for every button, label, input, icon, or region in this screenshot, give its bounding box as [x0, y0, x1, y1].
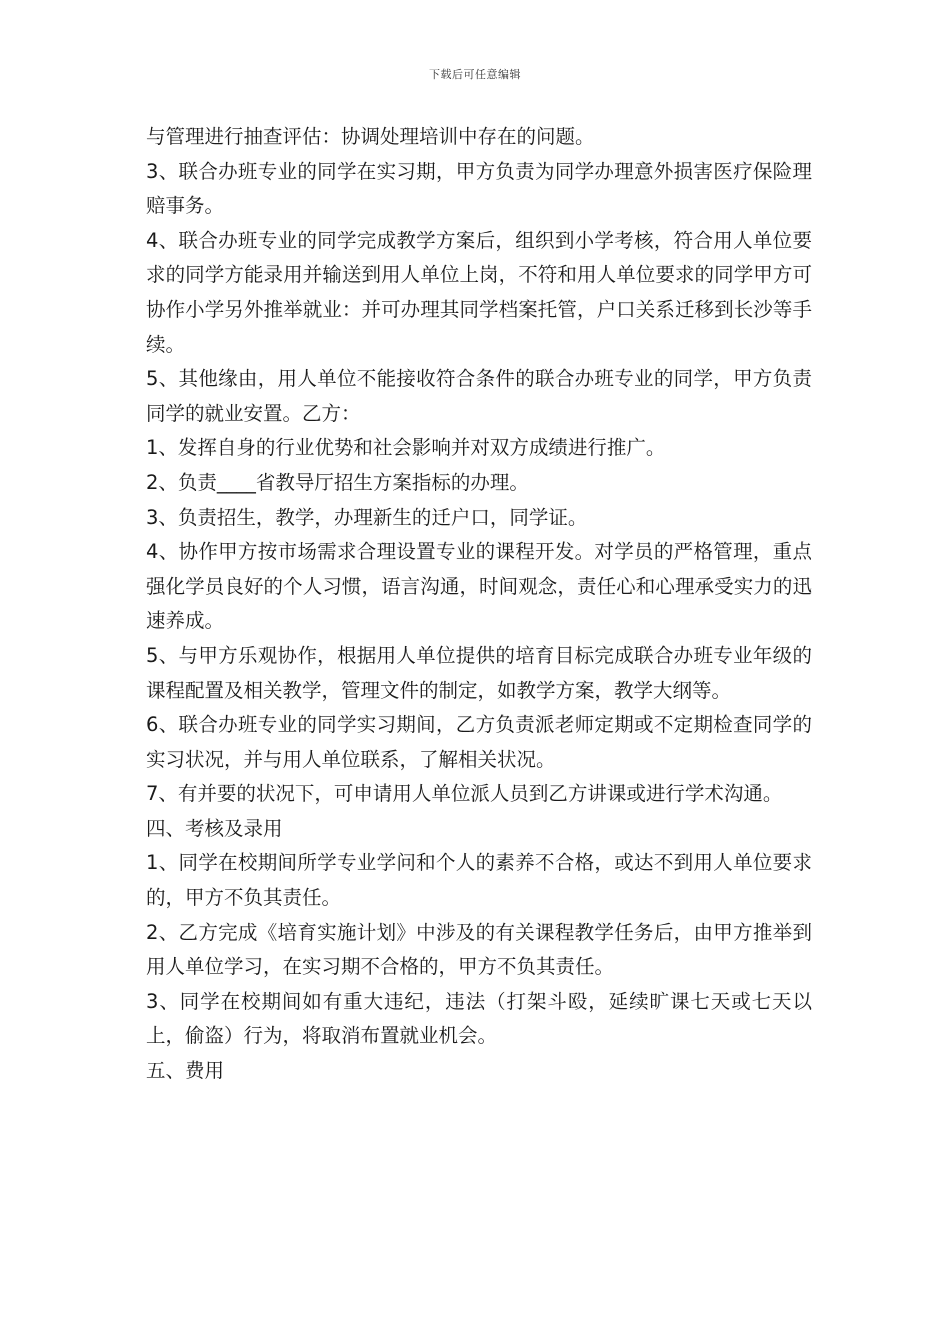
paragraph: 1、同学在校期间所学专业学问和个人的素养不合格，或达不到用人单位要求的，甲方不负其责任。 [146, 851, 812, 910]
paragraph: 3、同学在校期间如有重大违纪，违法（打架斗殴，延续旷课七天或七天以上，偷盗）行为，将取消布置就业机会。 [146, 989, 812, 1048]
paragraph: 2、乙方完成《培育实施计划》中涉及的有关课程教学任务后，由甲方推举到用人单位学习，在实习期不合格的，甲方不负其责任。 [146, 920, 812, 979]
page-header: 下载后可任意编辑 [429, 68, 521, 81]
paragraph: 3、负责招生，教学，办理新生的迁户口，同学证。 [146, 505, 588, 529]
paragraph: 4、联合办班专业的同学完成教学方案后，组织到小学考核，符合用人单位要求的同学方能录用并输送到用人单位上岗，不符和用人单位要求的同学甲方可协作小学另外推举就业：并可办理其同学档案托管，户口关系迁移到长沙等手续。 [146, 228, 812, 356]
section-heading: 四、考核及录用 [146, 816, 283, 840]
paragraph: 5、其他缘由，用人单位不能接收符合条件的联合办班专业的同学，甲方负责同学的就业安置。乙方： [146, 367, 812, 425]
paragraph: 2、负责____省教导厅招生方案指标的办理。 [146, 470, 529, 494]
paragraph: 3、联合办班专业的同学在实习期，甲方负责为同学办理意外损害医疗保险理赔事务。 [146, 159, 812, 218]
paragraph: 6、联合办班专业的同学实习期间，乙方负责派老师定期或不定期检查同学的实习状况，并与用人单位联系，了解相关状况。 [146, 713, 812, 771]
paragraph: 1、发挥自身的行业优势和社会影响并对双方成绩进行推广。 [146, 436, 666, 460]
paragraph: 7、有并要的状况下，可申请用人单位派人员到乙方讲课或进行学术沟通。 [146, 782, 783, 806]
paragraph: 与管理进行抽查评估：协调处理培训中存在的问题。 [146, 125, 595, 148]
paragraph: 5、与甲方乐观协作，根据用人单位提供的培育目标完成联合办班专业年级的课程配置及相关教学，管理文件的制定，如教学方案，教学大纲等。 [146, 643, 812, 702]
section-heading: 五、费用 [146, 1059, 225, 1083]
document-body [146, 120, 812, 1089]
paragraph: 4、协作甲方按市场需求合理设置专业的课程开发。对学员的严格管理，重点强化学员良好的个人习惯，语言沟通，时间观念，责任心和心理承受实力的迅速养成。 [146, 540, 812, 633]
